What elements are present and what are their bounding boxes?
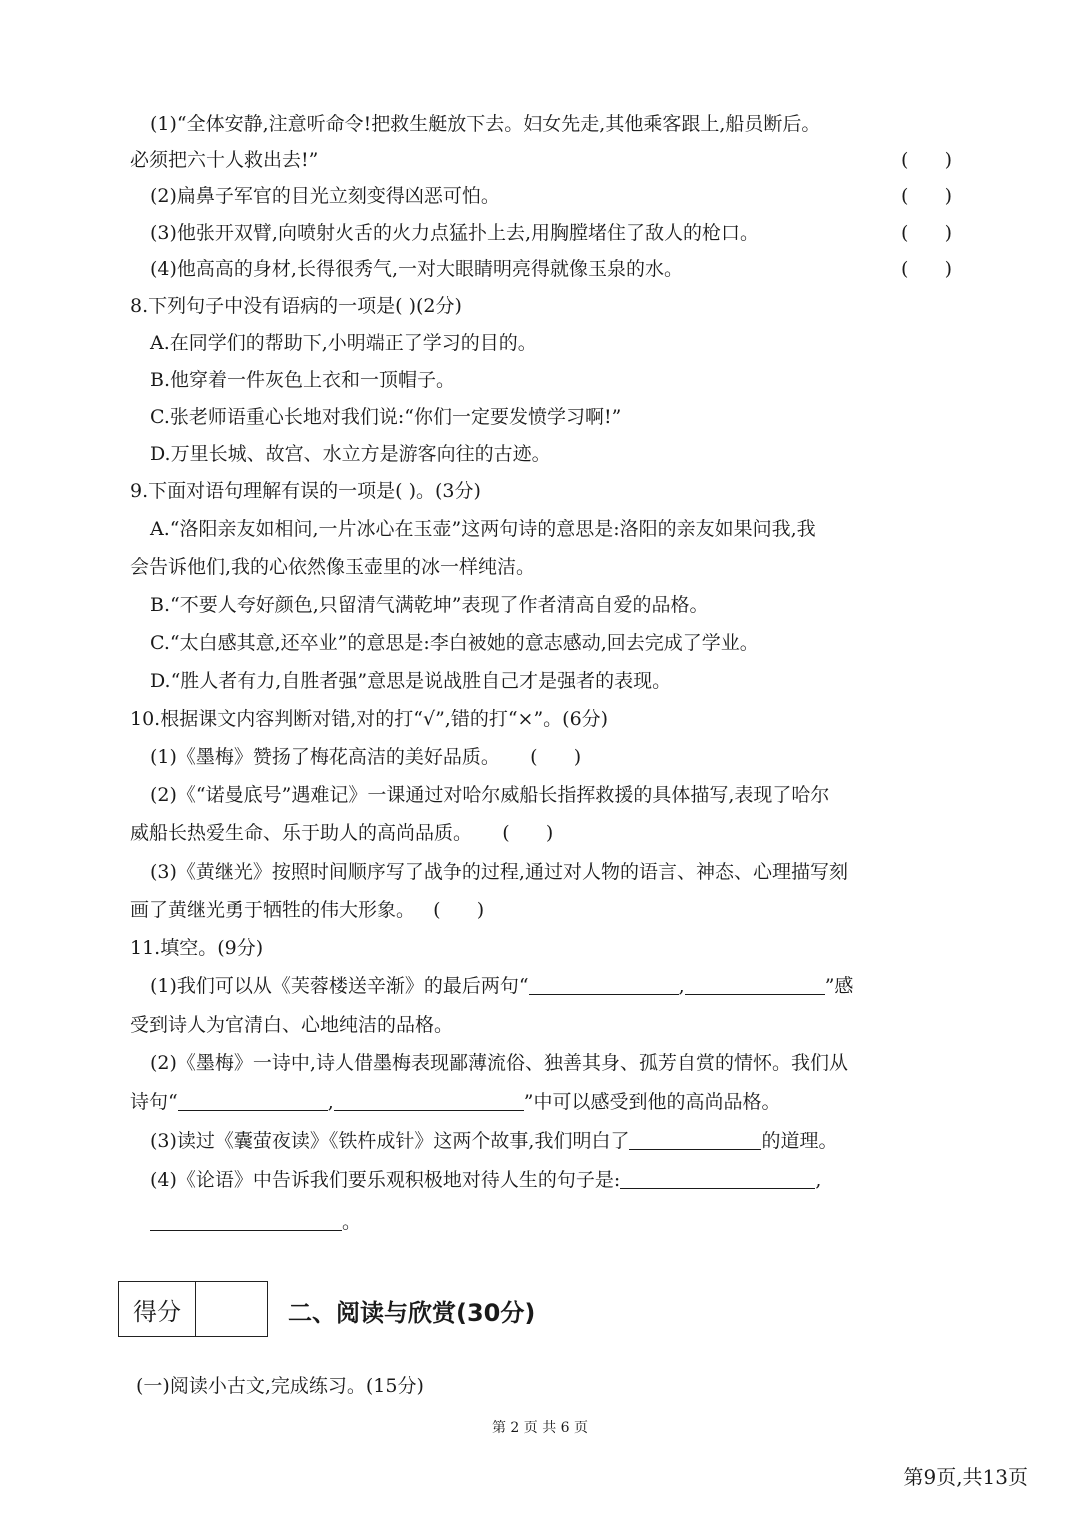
q8-option-c: C.张老师语重心长地对我们说:“你们一定要发愤学习啊!” <box>150 406 622 428</box>
q11-item-1-line-1 <box>150 973 853 999</box>
q10-answer-paren-1: ( ) <box>530 746 582 768</box>
q11-item-4-line-2 <box>150 1209 361 1235</box>
score-label: 得分 <box>119 1282 196 1336</box>
q9-option-a-line-2: 会告诉他们,我的心依然像玉壶里的冰一样纯洁。 <box>130 556 536 578</box>
q8-option-a: A.在同学们的帮助下,小明端正了学习的目的。 <box>150 332 537 354</box>
q11-blank-2a[interactable] <box>178 1090 328 1111</box>
q11-item-2-line-2 <box>130 1089 780 1115</box>
q11-item-2-prefix: 诗句“ <box>130 1091 178 1113</box>
q11-item-1-prefix: (1)我们可以从《芙蓉楼送辛渐》的最后两句“ <box>150 975 529 997</box>
q10-statement-1 <box>150 744 581 770</box>
q7-sentence-3: (3)他张开双臂,向喷射火舌的火力点猛扑上去,用胸膛堵住了敌人的枪口。 <box>150 222 759 244</box>
q11-comma: , <box>678 975 685 997</box>
q7-answer-paren-3: ( ) <box>900 222 952 244</box>
q11-blank-1a[interactable] <box>529 974 679 995</box>
q11-blank-2b[interactable] <box>334 1090 524 1111</box>
q7-sentence-1-line-1: (1)“全体安静,注意听命令!把救生艇放下去。妇女先走,其他乘客跟上,船员断后。 <box>150 113 821 135</box>
q11-stem: 11.填空。(9分) <box>130 937 264 959</box>
q7-answer-paren-1: ( ) <box>900 149 952 171</box>
q9-option-b: B.“不要人夸好颜色,只留清气满乾坤”表现了作者清高自爱的品格。 <box>150 594 709 616</box>
page-counter: 第9页,共13页 <box>903 1465 1028 1489</box>
q11-comma: , <box>815 1169 822 1191</box>
q11-item-4-line-1 <box>150 1167 821 1193</box>
q7-answer-paren-4: ( ) <box>900 258 952 280</box>
q11-item-1-suffix: ”感 <box>824 975 854 997</box>
q8-stem: 8.下列句子中没有语病的一项是( )(2分) <box>130 295 462 317</box>
q11-blank-3[interactable] <box>629 1129 761 1150</box>
q10-stem: 10.根据课文内容判断对错,对的打“√”,错的打“×”。(6分) <box>130 708 609 730</box>
q11-blank-4a[interactable] <box>620 1168 815 1189</box>
q8-option-d: D.万里长城、故宫、水立方是游客向往的古迹。 <box>150 443 551 465</box>
q10-statement-3-line-2 <box>130 897 484 923</box>
q10-answer-paren-2: ( ) <box>502 822 554 844</box>
q11-item-2-suffix: ”中可以感受到他的高尚品格。 <box>523 1091 781 1113</box>
section-title: 二、阅读与欣赏(30分) <box>288 1299 536 1327</box>
subsection-title: (一)阅读小古文,完成练习。(15分) <box>136 1375 424 1397</box>
q7-sentence-1-line-2: 必须把六十人救出去!” <box>130 149 319 171</box>
q10-statement-3-line-1: (3)《黄继光》按照时间顺序写了战争的过程,通过对人物的语言、神态、心理描写刻 <box>150 861 848 883</box>
q11-item-3-suffix: 的道理。 <box>761 1130 838 1152</box>
score-box <box>118 1281 268 1337</box>
score-field[interactable] <box>196 1282 267 1336</box>
q11-period: 。 <box>342 1211 362 1233</box>
q10-statement-2-text: 威船长热爱生命、乐于助人的高尚品质。 <box>130 822 473 844</box>
q11-blank-4b[interactable] <box>150 1210 342 1231</box>
q11-item-2-line-1: (2)《墨梅》一诗中,诗人借墨梅表现鄙薄流俗、独善其身、孤芳自赏的情怀。我们从 <box>150 1052 848 1074</box>
q11-item-1-line-2: 受到诗人为官清白、心地纯洁的品格。 <box>130 1014 454 1036</box>
q9-stem: 9.下面对语句理解有误的一项是( )。(3分) <box>130 480 481 502</box>
q10-statement-1-text: (1)《墨梅》赞扬了梅花高洁的美好品质。 <box>150 746 500 768</box>
q7-answer-paren-2: ( ) <box>900 185 952 207</box>
q11-blank-1b[interactable] <box>685 974 825 995</box>
page-footer: 第 2 页 共 6 页 <box>491 1420 589 1436</box>
q11-item-4-prefix: (4)《论语》中告诉我们要乐观积极地对待人生的句子是: <box>150 1169 621 1191</box>
q11-item-3 <box>150 1128 837 1154</box>
q10-answer-paren-3: ( ) <box>433 899 485 921</box>
q9-option-c: C.“太白感其意,还卒业”的意思是:李白被她的意志感动,回去完成了学业。 <box>150 632 759 654</box>
q9-option-a-line-1: A.“洛阳亲友如相问,一片冰心在玉壶”这两句诗的意思是:洛阳的亲友如果问我,我 <box>150 518 816 540</box>
q8-option-b: B.他穿着一件灰色上衣和一顶帽子。 <box>150 369 456 391</box>
q11-item-3-prefix: (3)读过《囊萤夜读》《铁杵成针》这两个故事,我们明白了 <box>150 1130 630 1152</box>
q10-statement-2-line-2 <box>130 820 553 846</box>
q10-statement-3-text: 画了黄继光勇于牺牲的伟大形象。 <box>130 899 416 921</box>
q10-statement-2-line-1: (2)《“诺曼底号”遇难记》一课通过对哈尔威船长指挥救援的具体描写,表现了哈尔 <box>150 784 830 806</box>
q11-comma: , <box>327 1091 334 1113</box>
q9-option-d: D.“胜人者有力,自胜者强”意思是说战胜自己才是强者的表现。 <box>150 670 672 692</box>
q7-sentence-2: (2)扁鼻子军官的目光立刻变得凶恶可怕。 <box>150 185 500 207</box>
q7-sentence-4: (4)他高高的身材,长得很秀气,一对大眼睛明亮得就像玉泉的水。 <box>150 258 683 280</box>
